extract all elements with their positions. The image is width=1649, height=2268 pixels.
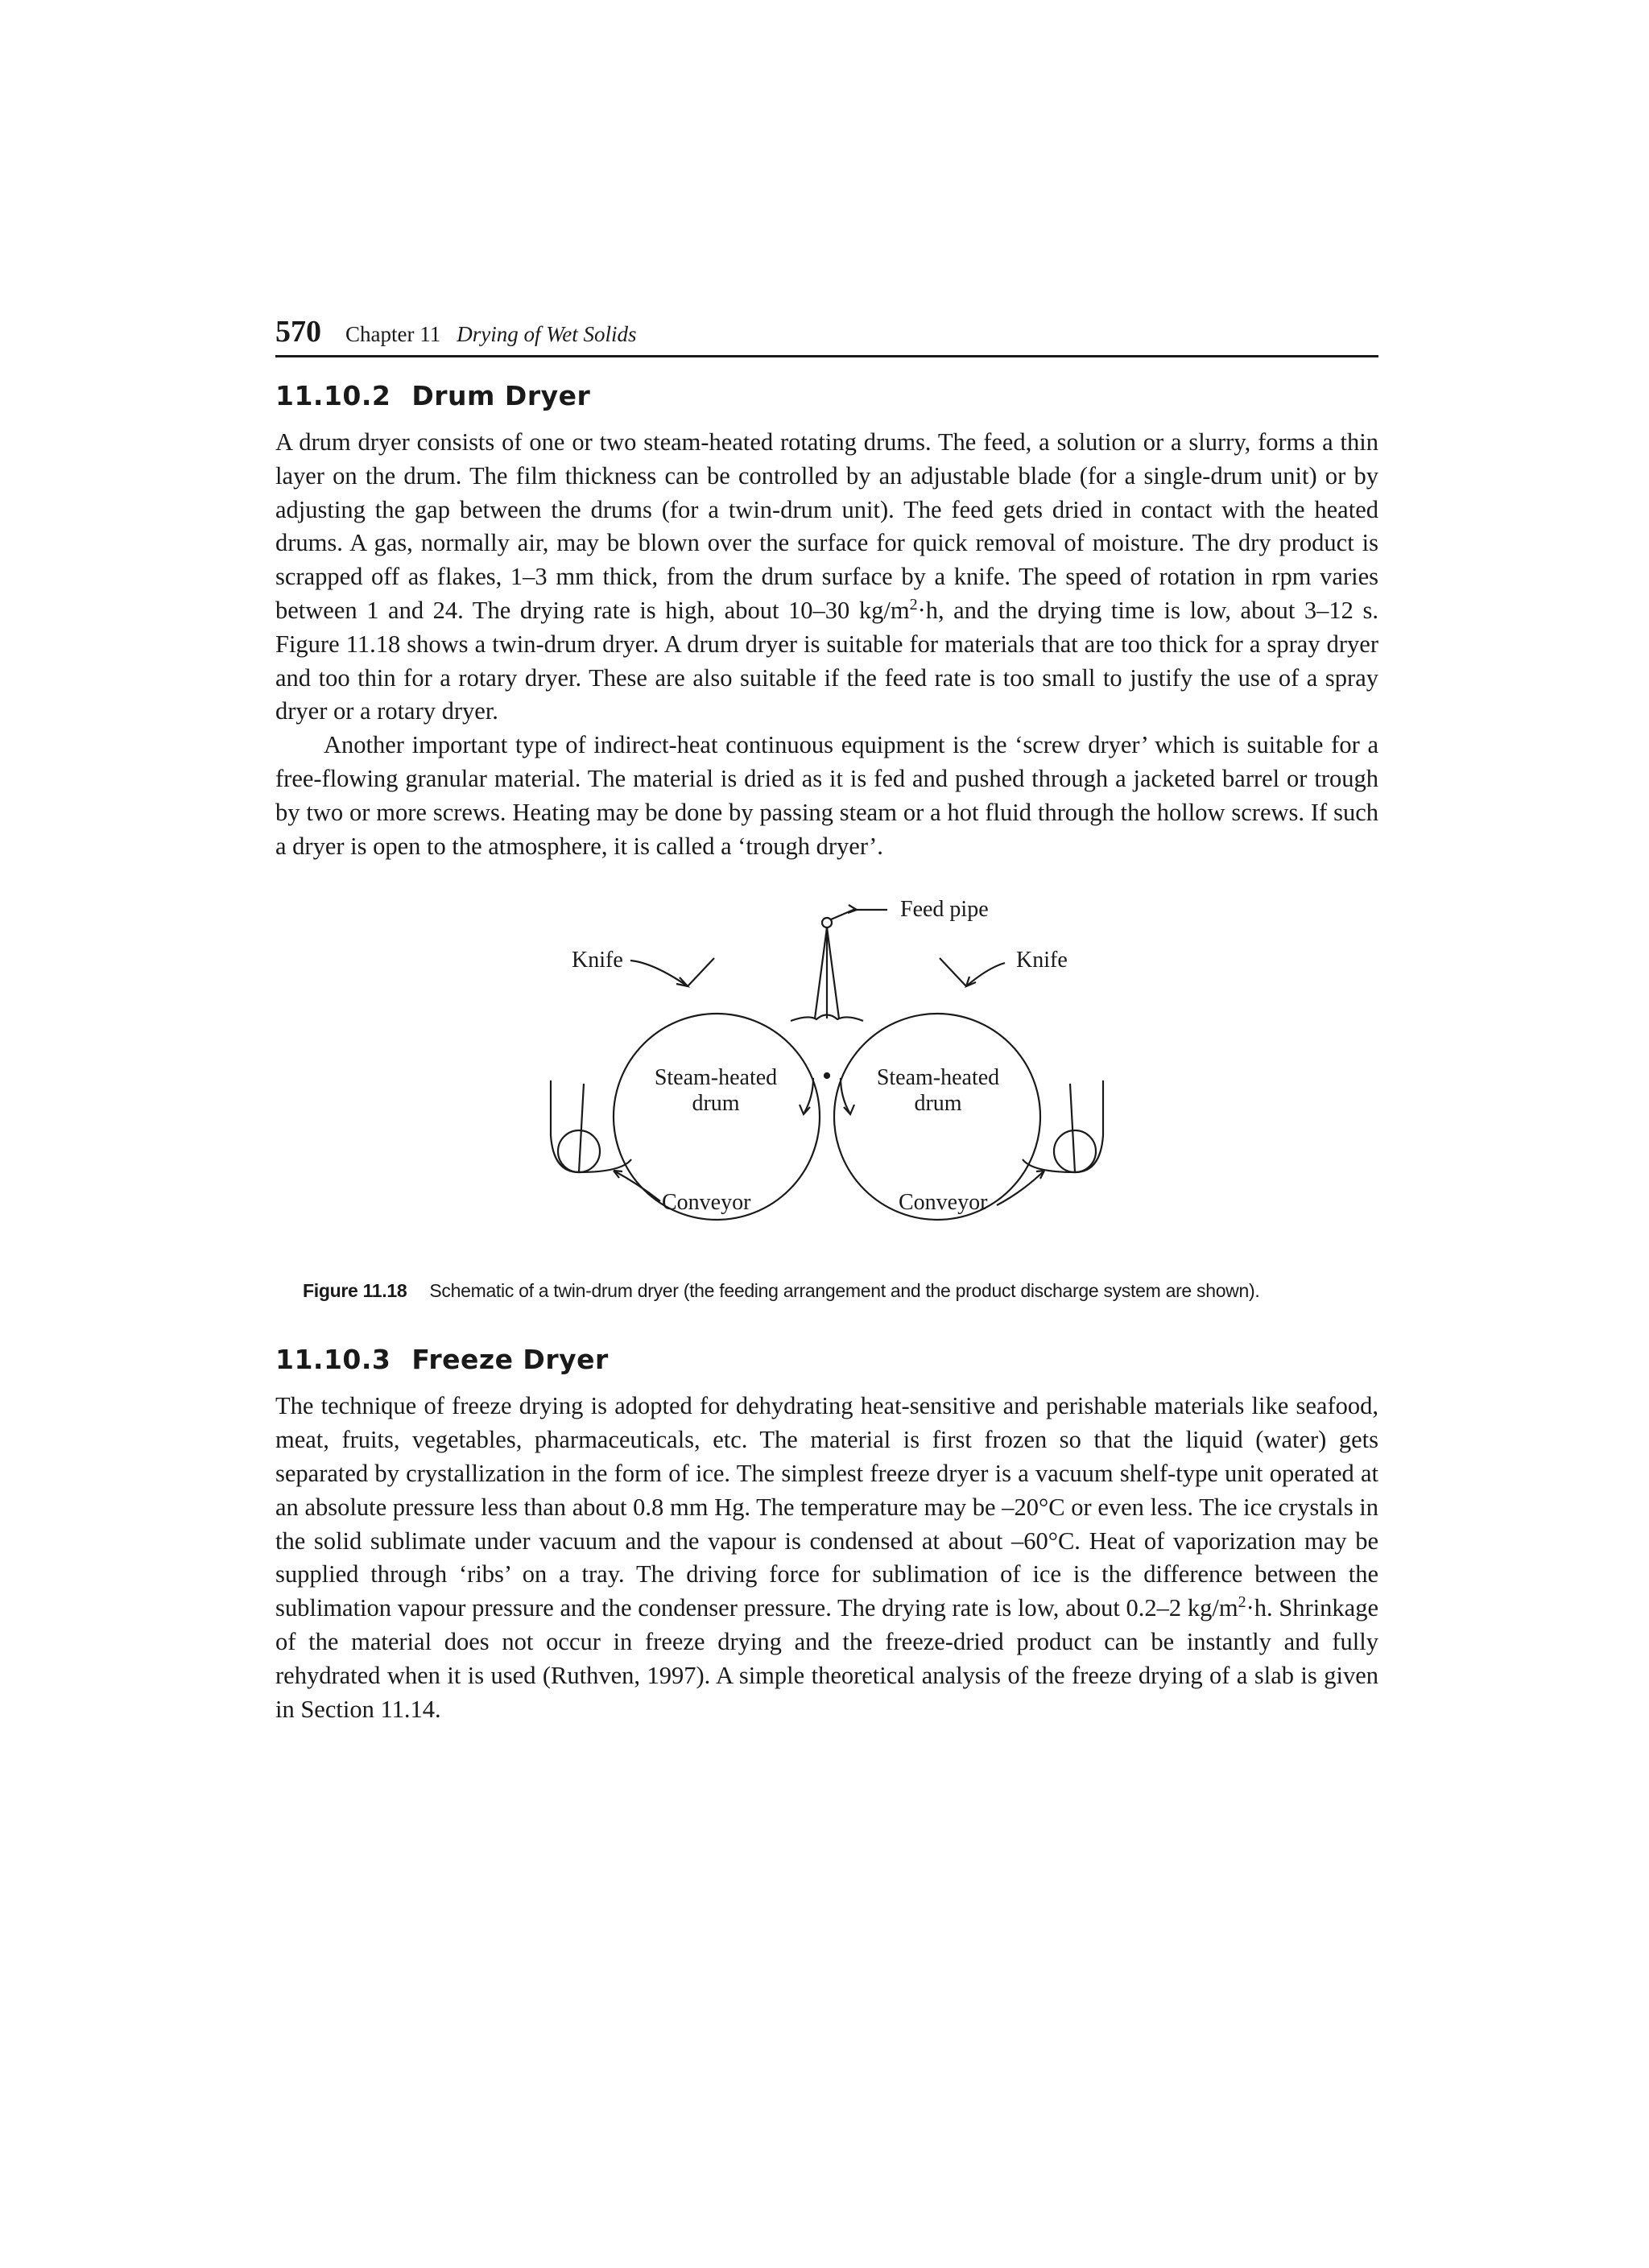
page-number: 570 xyxy=(275,315,321,349)
left-knife xyxy=(688,958,714,986)
paragraph-drum-dryer-2: Another important type of indirect-heat continuous equipment is the ‘screw dryer’ which is suitable for a free-flowing granular material. The material is dried as it is fed and pushed through a jacketed barrel or trough by two or more screws. Heating may be done by passing steam or a hot fluid through the hollow screws. If such a dryer is open to the atmosphere, it is called a ‘trough dryer’. xyxy=(275,731,1378,860)
label-knife-left: Knife xyxy=(572,948,623,973)
section-freeze-dryer xyxy=(275,1344,1378,1726)
figure-caption xyxy=(303,1280,1378,1302)
book-page xyxy=(275,314,1378,1726)
section-title: Drum Dryer xyxy=(411,380,591,411)
paragraph-freeze-dryer: The technique of freeze drying is adopted for dehydrating heat-sensitive and perishable materials like seafood, meat, fruits, vegetables, pharmaceuticals, etc. The material is first frozen so that the liquid (water) gets separated by crystallization in the form of ice. The simplest freeze dryer is a vacuum shelf-type unit operated at an absolute pressure less than about 0.8 mm Hg. The temperature may be –20°C or even less. The ice crystals in the solid sublimate under vacuum and the vapour is condensed at about –60°C. Heat of vaporization may be supplied through ‘ribs’ on a tray. The driving force for sublimation of ice is the difference between the sublimation vapour pressure and the condenser pressure. The drying rate is low, about 0.2–2 $kg/m^2\cdot h$. Shrinkage of the material does not occur in freeze drying and the freeze-dried product can be instantly and fully rehydrated when it is used (Ruthven, 1997). A simple theoretical analysis of the freeze drying of a slab is given in Section 11.14. xyxy=(275,1392,1379,1723)
feed-pipe-arrow xyxy=(848,905,857,913)
left-conveyor-trough xyxy=(551,1080,631,1172)
left-conveyor-belt xyxy=(579,1084,584,1172)
feed-stream xyxy=(815,927,827,1018)
left-conveyor-leader xyxy=(614,1171,660,1201)
twin-drum-dryer-figure xyxy=(275,894,1378,1272)
label-conveyor-right: Conveyor xyxy=(899,1190,988,1216)
feed-pipe-nozzle xyxy=(822,918,832,927)
right-knife xyxy=(940,958,966,986)
section-number: 11.10.3 xyxy=(275,1344,391,1376)
section-heading-freeze-dryer xyxy=(275,1344,1378,1375)
section-number: 11.10.2 xyxy=(275,380,391,411)
paragraph-drum-dryer-1: A drum dryer consists of one or two steam-heated rotating drums. The feed, a solution or a slurry, forms a thin layer on the drum. The film thickness can be controlled by an adjustable blade (for a single-drum unit) or by adjusting the gap between the drums (for a twin-drum unit). The feed gets dried in contact with the heated drums. A gas, normally air, may be blown over the surface for quick removal of moisture. The dry product is scrapped off as flakes, 1–3 mm thick, from the drum surface by a knife. The speed of rotation in rpm varies between 1 and 24. The drying rate is high, about 10–30 $kg/m^2\cdot h$, and the drying time is low, about 3–12 s. Figure 11.18 shows a twin-drum dryer. A drum dryer is suitable for materials that are too thick for a spray dryer and too thin for a rotary dryer. These are also suitable if the feed rate is too small to justify the use of a spray dryer or a rotary dryer. xyxy=(275,428,1378,725)
running-head xyxy=(275,314,1378,357)
label-drum-left: Steam-heated drum xyxy=(654,1065,778,1117)
right-conveyor-belt xyxy=(1070,1084,1075,1172)
feed-pipe-leader xyxy=(831,910,887,919)
figure-caption-label: Figure 11.18 xyxy=(303,1280,407,1302)
section-heading-drum-dryer xyxy=(275,380,1378,411)
right-drum xyxy=(834,1014,1040,1220)
twin-drum-dryer-diagram xyxy=(275,894,1378,1272)
label-drum-right: Steam-heated drum xyxy=(876,1065,1000,1117)
drum-gap-marker xyxy=(824,1073,829,1078)
left-knife-leader xyxy=(630,960,688,986)
figure-caption-text: Schematic of a twin-drum dryer (the feeding arrangement and the product discharge system are shown). xyxy=(429,1280,1260,1302)
section-title: Freeze Dryer xyxy=(411,1344,609,1376)
right-conveyor-trough xyxy=(1023,1080,1103,1172)
right-knife-leader xyxy=(966,963,1005,986)
chapter-label: Chapter 11 xyxy=(345,322,441,346)
label-conveyor-left: Conveyor xyxy=(662,1190,751,1216)
label-feed-pipe: Feed pipe xyxy=(900,897,989,923)
label-knife-right: Knife xyxy=(1016,948,1068,973)
chapter-title: Drying of Wet Solids xyxy=(457,322,637,346)
feed-stream xyxy=(827,927,839,1018)
